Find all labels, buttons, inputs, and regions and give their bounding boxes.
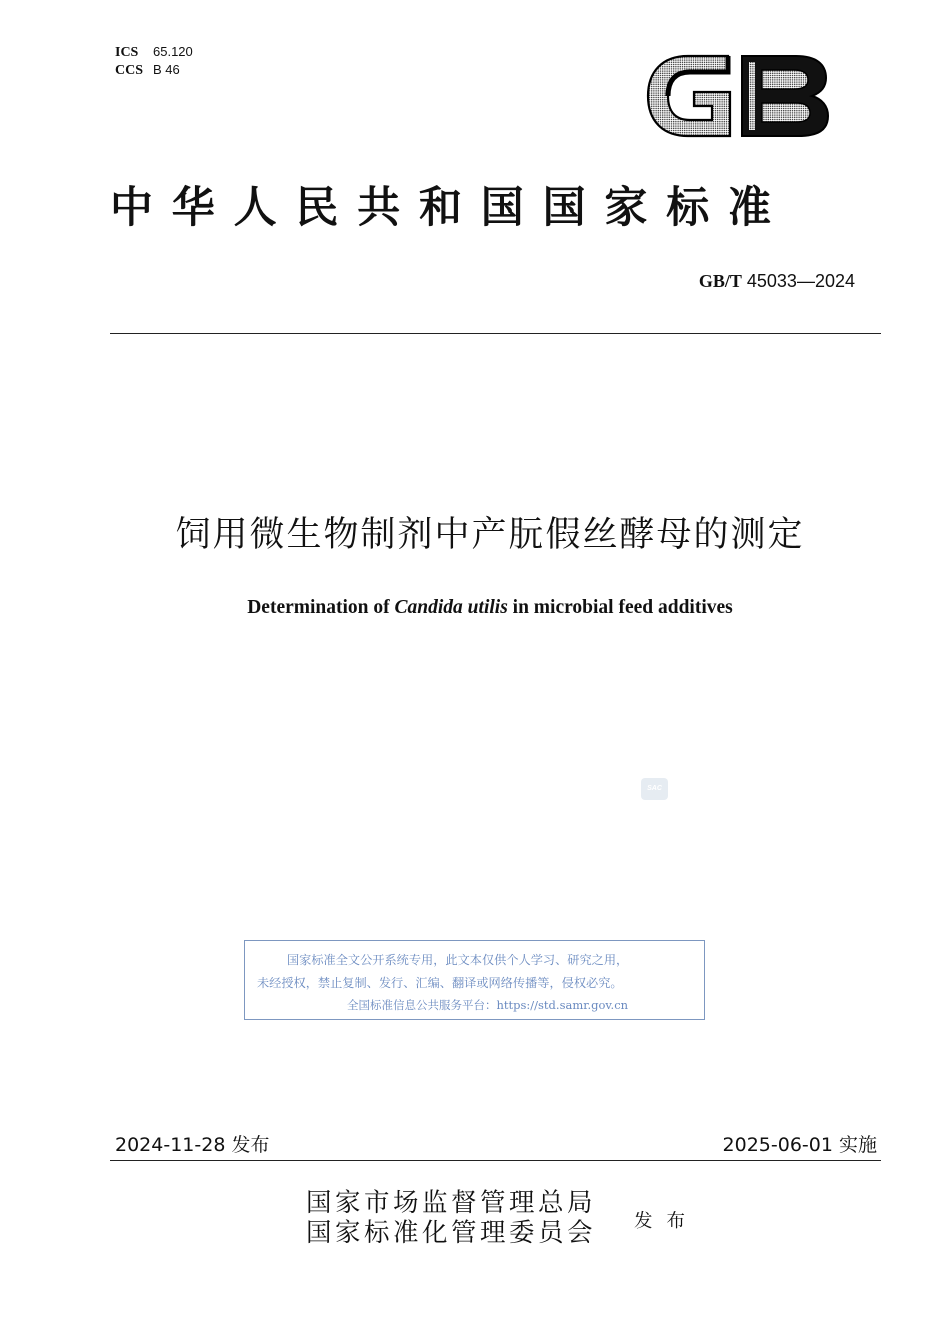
gb-logo — [644, 48, 832, 144]
notice-line-3: 全国标准信息公共服务平台：https://std.samr.gov.cn — [347, 998, 629, 1012]
title-en-part2: in microbial feed additives — [507, 597, 733, 618]
copyright-notice-box — [244, 940, 705, 1020]
ccs-code — [115, 61, 193, 79]
issuer-samr: 国家市场监督管理总局 — [306, 1188, 597, 1218]
title-en-part1: Determination of — [247, 597, 395, 618]
publish-label: 发布 — [634, 1211, 700, 1232]
ccs-label: CCS — [115, 63, 144, 78]
implementation-date: 2025-06-01 实施 — [722, 1134, 877, 1156]
sac-watermark-icon: SAC — [641, 778, 668, 800]
document-title-en — [0, 597, 950, 619]
national-standard-title: 中华人民共和国国家标准 — [110, 183, 790, 233]
standard-prefix: GB/T — [698, 271, 742, 291]
standard-code: 45033—2024 — [746, 271, 855, 291]
document-title-cn: 饲用微生物制剂中产朊假丝酵母的测定 — [175, 515, 805, 555]
issue-date: 2024-11-28 发布 — [115, 1134, 270, 1156]
classification-codes — [115, 43, 193, 79]
notice-line-2: 未经授权，禁止复制、发行、汇编、翻译或网络传播等，侵权必究。 — [257, 976, 623, 990]
ics-value: 65.120 — [153, 44, 193, 59]
ics-code — [115, 43, 193, 61]
bottom-divider — [110, 1160, 881, 1161]
ics-label: ICS — [115, 45, 139, 60]
issuer-sac: 国家标准化管理委员会 — [306, 1218, 597, 1248]
standard-number — [699, 271, 855, 292]
top-divider — [110, 333, 881, 334]
notice-line-1: 国家标准全文公开系统专用，此文本仅供个人学习、研究之用， — [287, 953, 629, 967]
issuing-authorities — [306, 1188, 596, 1248]
ccs-value: B 46 — [153, 62, 180, 77]
title-en-species: Candida utilis — [394, 597, 508, 618]
